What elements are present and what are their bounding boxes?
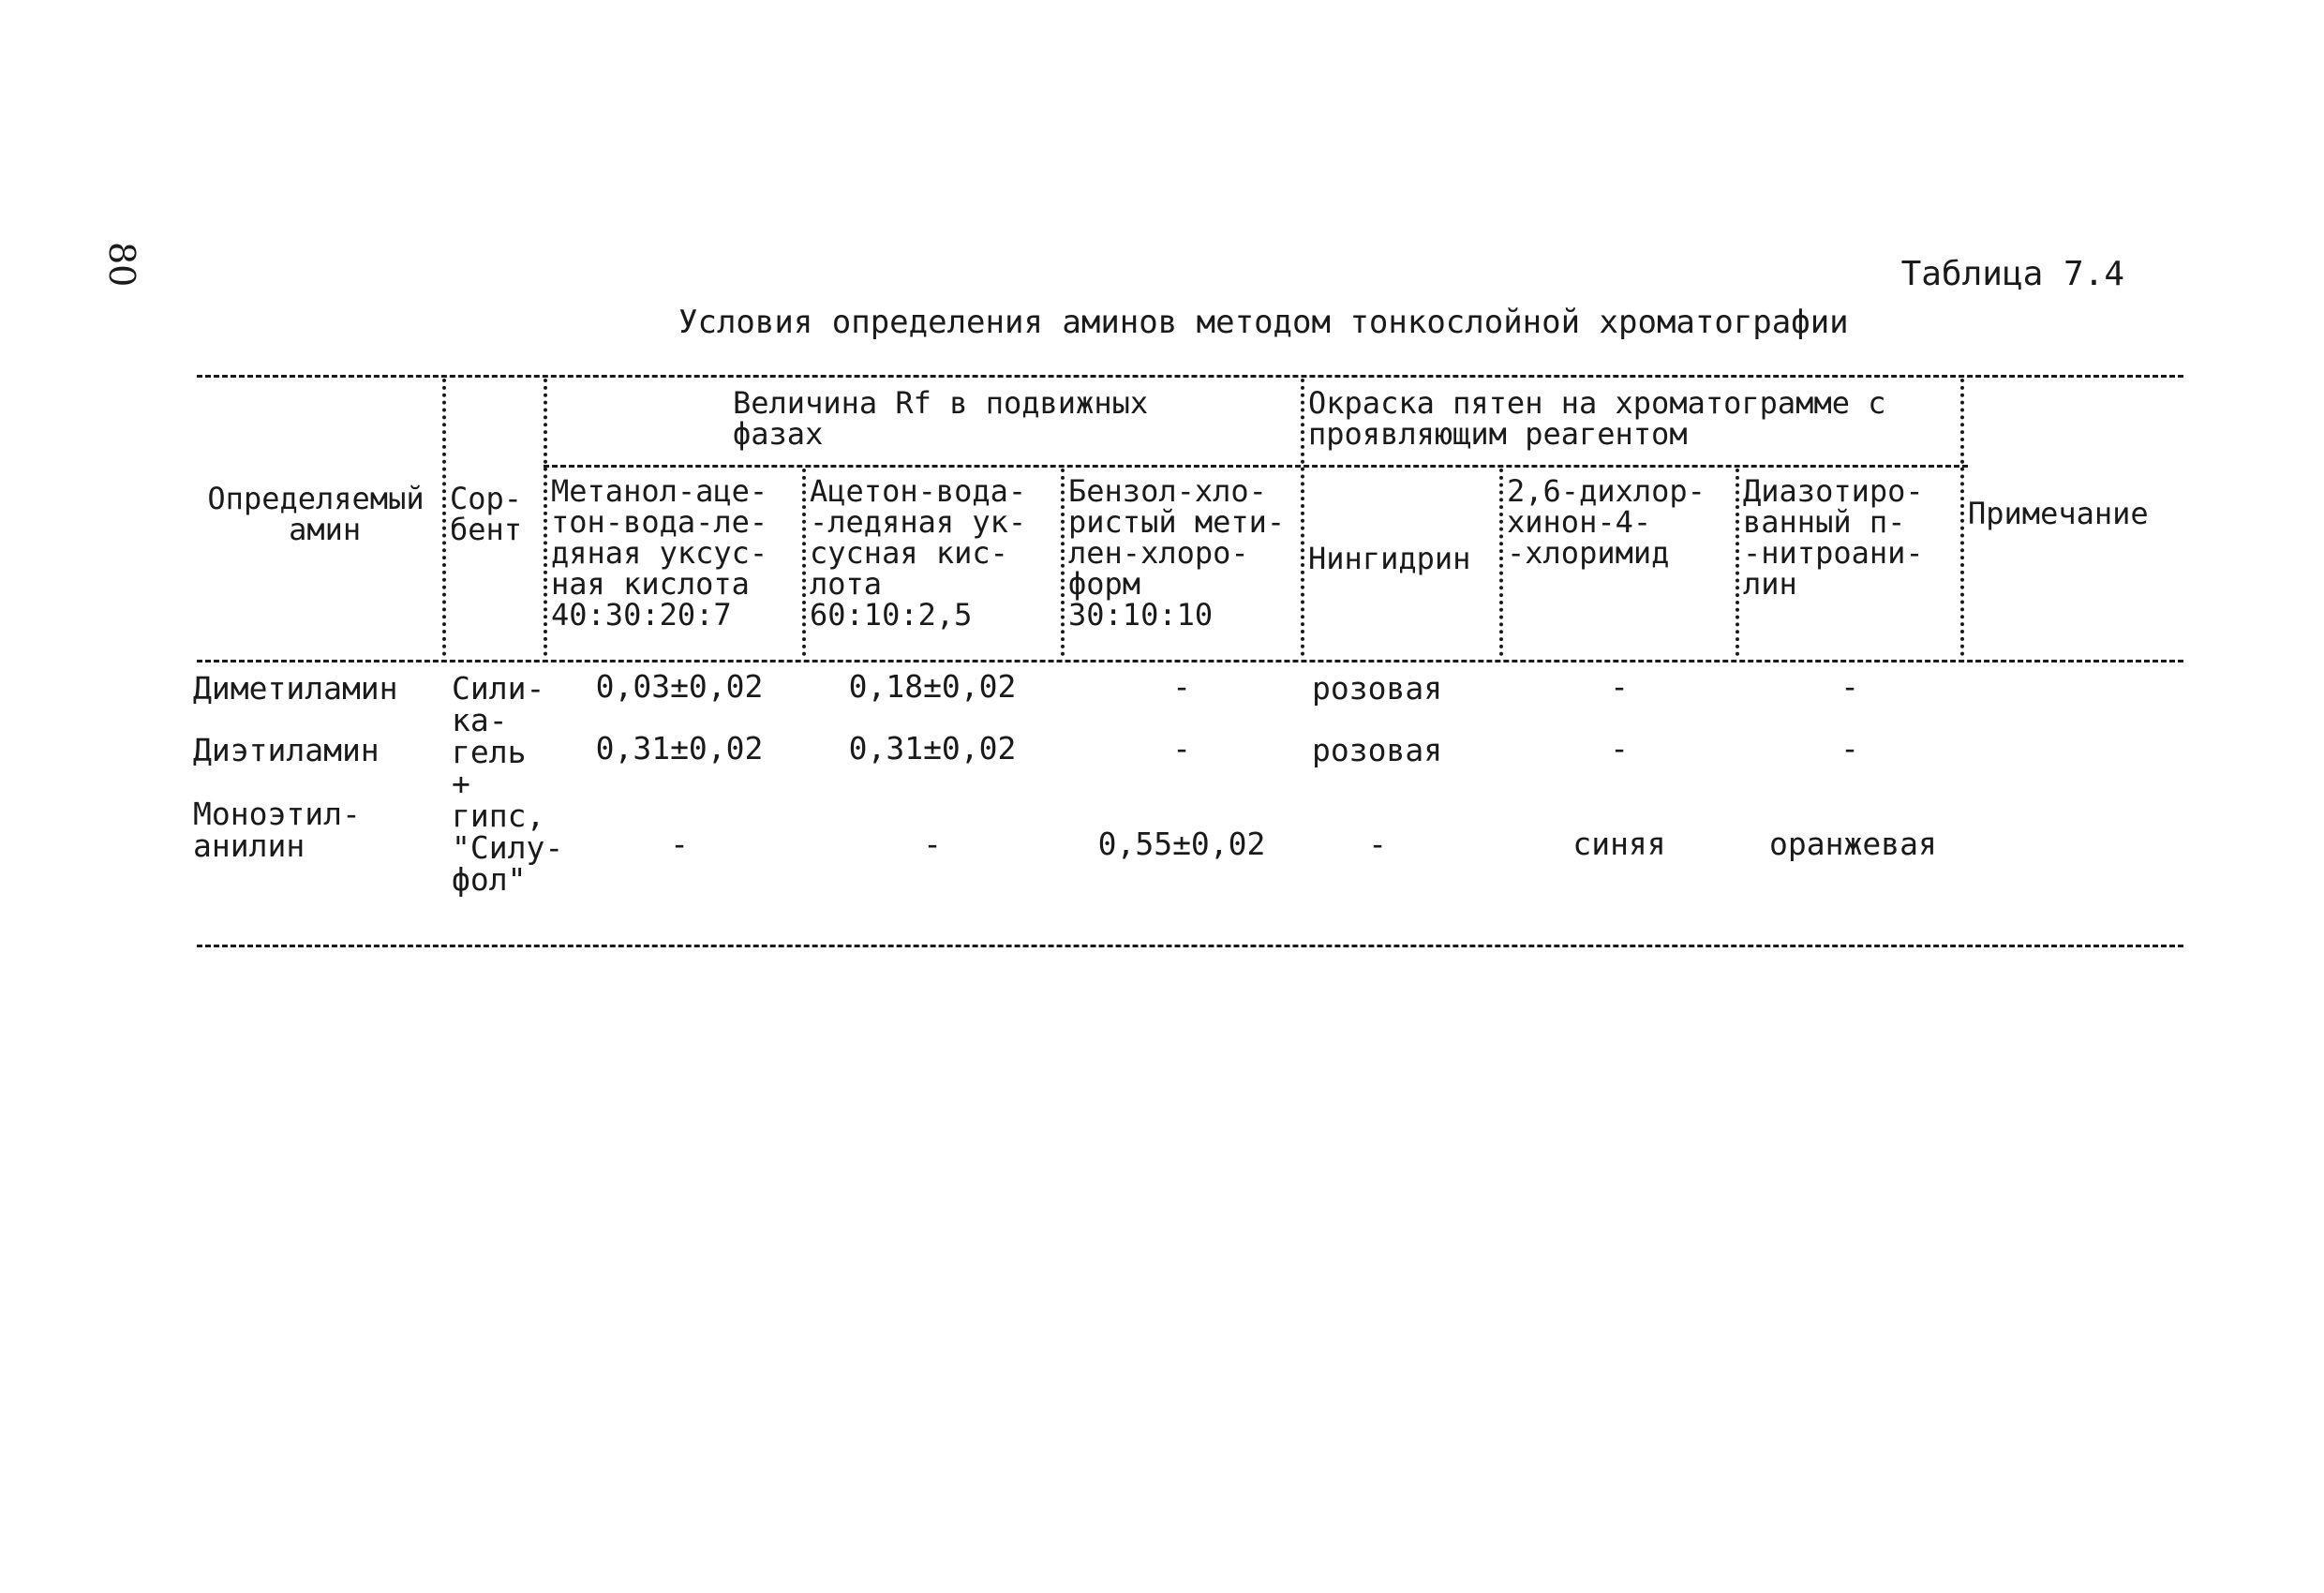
- table-label: Таблица 7.4: [1900, 255, 2124, 293]
- row-2-reagent-3: -: [1840, 730, 1859, 767]
- col-sep-1: [442, 379, 446, 656]
- row-3-reagent-1: -: [1368, 826, 1387, 862]
- row-3-phase-1: -: [670, 826, 689, 862]
- row-1-reagent-3: -: [1840, 668, 1859, 705]
- sorbent-cell: Сили- ка- гель + гипс, "Силу- фол": [452, 670, 564, 898]
- header-rf-group: Величина Rf в подвижных фазах: [733, 385, 1149, 452]
- table-bottom-rule: [197, 945, 2183, 947]
- header-reagent-2: 2,6-дихлор- хинон-4- -хлоримид: [1507, 473, 1706, 571]
- row-1-reagent-1: розовая: [1312, 670, 1443, 707]
- col-sep-7: [1736, 469, 1739, 656]
- header-bottom-rule: [197, 660, 2183, 663]
- header-reagent-1: Нингидрин: [1308, 541, 1471, 576]
- row-3-reagent-3: оранжевая: [1769, 826, 1937, 862]
- header-color-group: Окраска пятен на хроматограмме с проявляющим реагентом: [1308, 385, 1886, 452]
- col-sep-8: [1960, 379, 1964, 656]
- page-number: 80: [101, 242, 142, 288]
- row-2-phase-3: -: [1172, 730, 1191, 767]
- header-note: Примечание: [1968, 496, 2149, 531]
- row-1-phase-2: 0,18±0,02: [848, 668, 1017, 705]
- col-sep-5: [1301, 379, 1304, 656]
- row-1-amine: Диметиламин: [193, 670, 398, 707]
- col-sep-4: [1061, 469, 1065, 656]
- col-sep-6: [1499, 469, 1503, 656]
- row-2-reagent-2: -: [1610, 730, 1629, 767]
- header-phase-2: Ацетон-вода- -ледяная ук- сусная кис- лота 60:10:2,5: [810, 473, 1027, 633]
- row-1-reagent-2: -: [1610, 668, 1629, 705]
- row-1-phase-3: -: [1172, 668, 1191, 705]
- row-3-reagent-2: синяя: [1572, 826, 1666, 862]
- row-2-phase-1: 0,31±0,02: [595, 730, 764, 767]
- header-sorbent: Сор- бент: [450, 481, 523, 547]
- header-amine: Определяемый амин: [207, 481, 425, 547]
- header-phase-3: Бензол-хло- ристый мети- лен-хлоро- форм 30:10:10: [1068, 473, 1286, 633]
- row-3-phase-2: -: [923, 826, 942, 862]
- row-3-phase-3: 0,55±0,02: [1097, 826, 1266, 862]
- col-sep-3: [802, 469, 806, 656]
- row-2-amine: Диэтиламин: [193, 732, 380, 768]
- row-2-phase-2: 0,31±0,02: [848, 730, 1017, 767]
- row-3-amine: Моноэтил- анилин: [193, 796, 361, 864]
- header-group-rule: [544, 465, 1968, 468]
- header-reagent-3: Диазотиро- ванный п- -нитроани- лин: [1743, 473, 1924, 602]
- table-caption: Условия определения аминов методом тонкослойной хроматографии: [678, 304, 1849, 341]
- table-top-rule: [197, 375, 2183, 378]
- row-2-reagent-1: розовая: [1312, 732, 1443, 768]
- row-1-phase-1: 0,03±0,02: [595, 668, 764, 705]
- col-sep-2: [544, 379, 547, 656]
- header-phase-1: Метанол-аце- тон-вода-ле- дяная уксус- ная кислота 40:30:20:7: [551, 473, 768, 633]
